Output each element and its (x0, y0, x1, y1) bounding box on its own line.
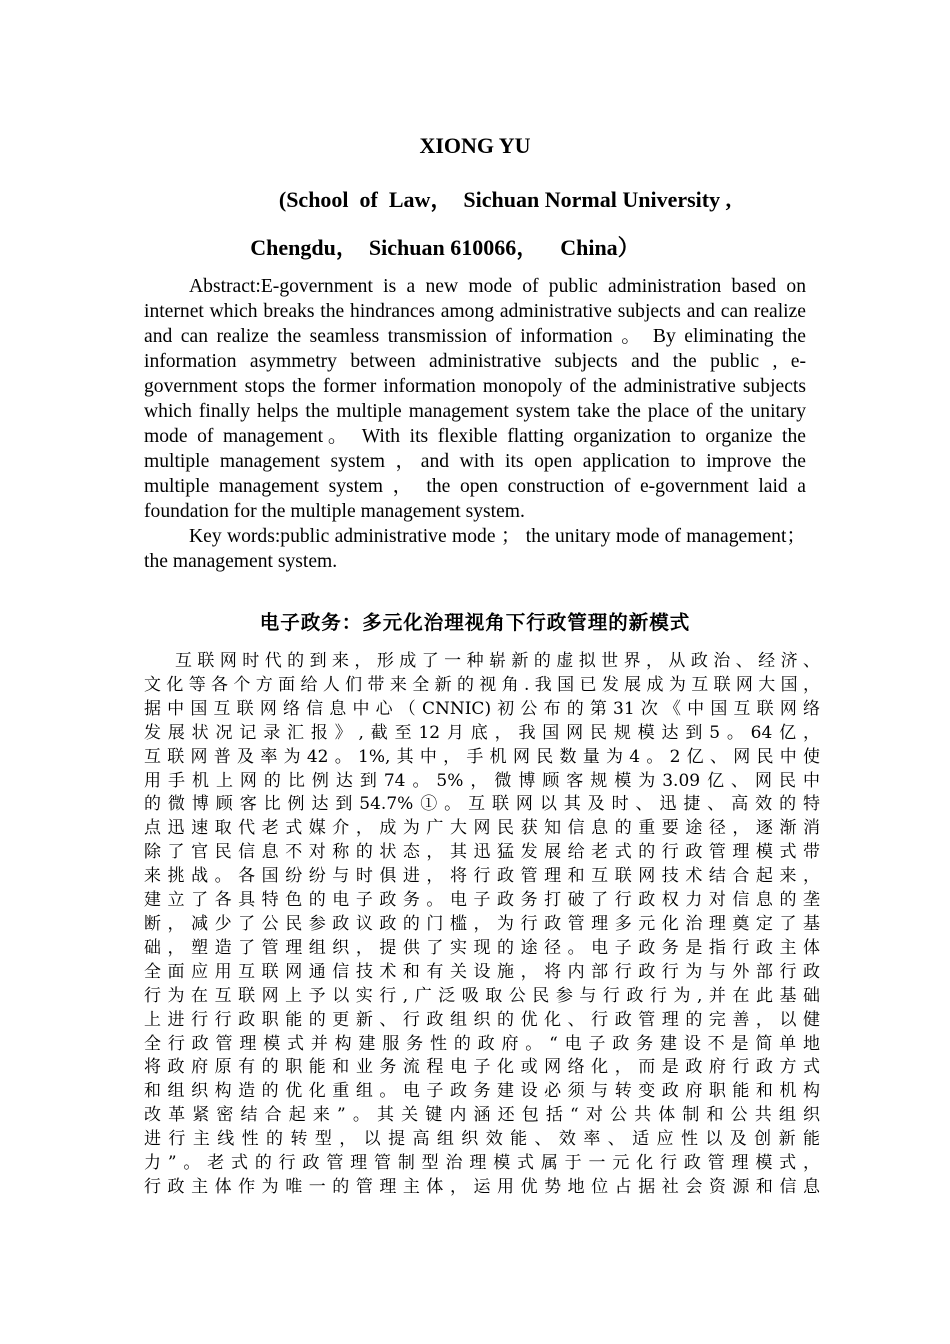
keywords-paragraph: Key words:public administrative mode ； the unitary mode of management； the management system. (144, 526, 806, 572)
chinese-body-paragraph (144, 650, 820, 1200)
body-text-line: 和组织构造的优化重组。电子政务建设必须与转变政府职能和机构 (144, 1081, 820, 1102)
affiliation-line-2: Chengdu， Sichuan 610066， China） (250, 235, 640, 260)
author-name: XIONG YU (419, 133, 531, 158)
body-text-line: 除了官民信息不对称的状态，其迅猛发展给老式的行政管理模式带 (144, 842, 820, 863)
body-text-line: 用手机上网的比例达到74。5%，微博顾客规模为3.09亿、网民中 (144, 770, 820, 791)
body-text-line: 来挑战。各国纷纷与时俱进，将行政管理和互联网技术结合起来， (144, 866, 820, 887)
body-text-line: 全行政管理模式并构建服务性的政府。“电子政务建设不是简单地 (144, 1033, 820, 1054)
body-text-line: 建立了各具特色的电子政务。电子政务打破了行政权力对信息的垄 (144, 890, 820, 911)
abstract-paragraph: Abstract:E-government is a new mode of public administration based on internet which breaks the hindrances among administrative subjects and can realize and can realize the seamless transmission of information 。 By eliminating the information asymmetry between administrative subjects and the public , e-government stops the former information monopoly of the administrative subjects which finally helps the multiple management system take the place of the unitary mode of management。 With its flexible flatting organization to organize the multiple management system ，and with its open application to improve the multiple management system ， the open construction of e-government laid a foundation for the multiple management system. (144, 276, 806, 522)
body-text-line: 行为在互联网上予以实行,广泛吸取公民参与行政行为,并在此基础 (144, 985, 820, 1006)
affiliation-line-1: (School of Law， Sichuan Normal University , (278, 187, 732, 212)
body-text-line: 互联网时代的到来，形成了一种崭新的虚拟世界，从政治、经济、 (175, 651, 820, 671)
body-text-line: 上进行行政职能的更新、行政组织的优化、行政管理的完善，以健 (144, 1009, 820, 1030)
english-abstract-block (144, 274, 806, 574)
chinese-title: 电子政务：多元化治理视角下行政管理的新模式 (259, 611, 691, 634)
body-text-line: 进行主线性的转型，以提高组织效能、效率、适应性以及创新能 (144, 1129, 820, 1150)
body-text-line: 点迅速取代老式媒介，成为广大网民获知信息的重要途径，逐渐消 (144, 818, 820, 839)
body-text-line: 改革紧密结合起来”。其关键内涵还包括“对公共体制和公共组织 (144, 1105, 820, 1126)
body-text-line: 行政主体作为唯一的管理主体，运用优势地位占据社会资源和信息 (144, 1176, 820, 1197)
body-text-line: 的微博顾客比例达到54.7%①。互联网以其及时、迅捷、高效的特 (144, 794, 820, 815)
body-text-line: 文化等各个方面给人们带来全新的视角.我国已发展成为互联网大国， (144, 674, 820, 695)
body-text-line: 全面应用互联网通信技术和有关设施，将内部行政行为与外部行政 (144, 961, 820, 982)
body-text-line: 力”。老式的行政管理管制型治理模式属于一元化行政管理模式， (144, 1153, 820, 1174)
body-text-line: 发展状况记录汇报》,截至12月底，我国网民规模达到5。64亿， (144, 722, 820, 743)
body-text-line: 将政府原有的职能和业务流程电子化或网络化，而是政府行政方式 (144, 1057, 820, 1078)
body-text-line: 据中国互联网络信息中心（CNNIC)初公布的第31次《中国互联网络 (144, 698, 820, 719)
body-text-line: 断，减少了公民参政议政的门槛，为行政管理多元化治理奠定了基 (144, 913, 820, 934)
body-text-line: 础，塑造了管理组织，提供了实现的途径。电子政务是指行政主体 (144, 937, 820, 958)
body-text-line: 互联网普及率为42。1%,其中，手机网民数量为4。2亿、网民中使 (144, 746, 820, 767)
